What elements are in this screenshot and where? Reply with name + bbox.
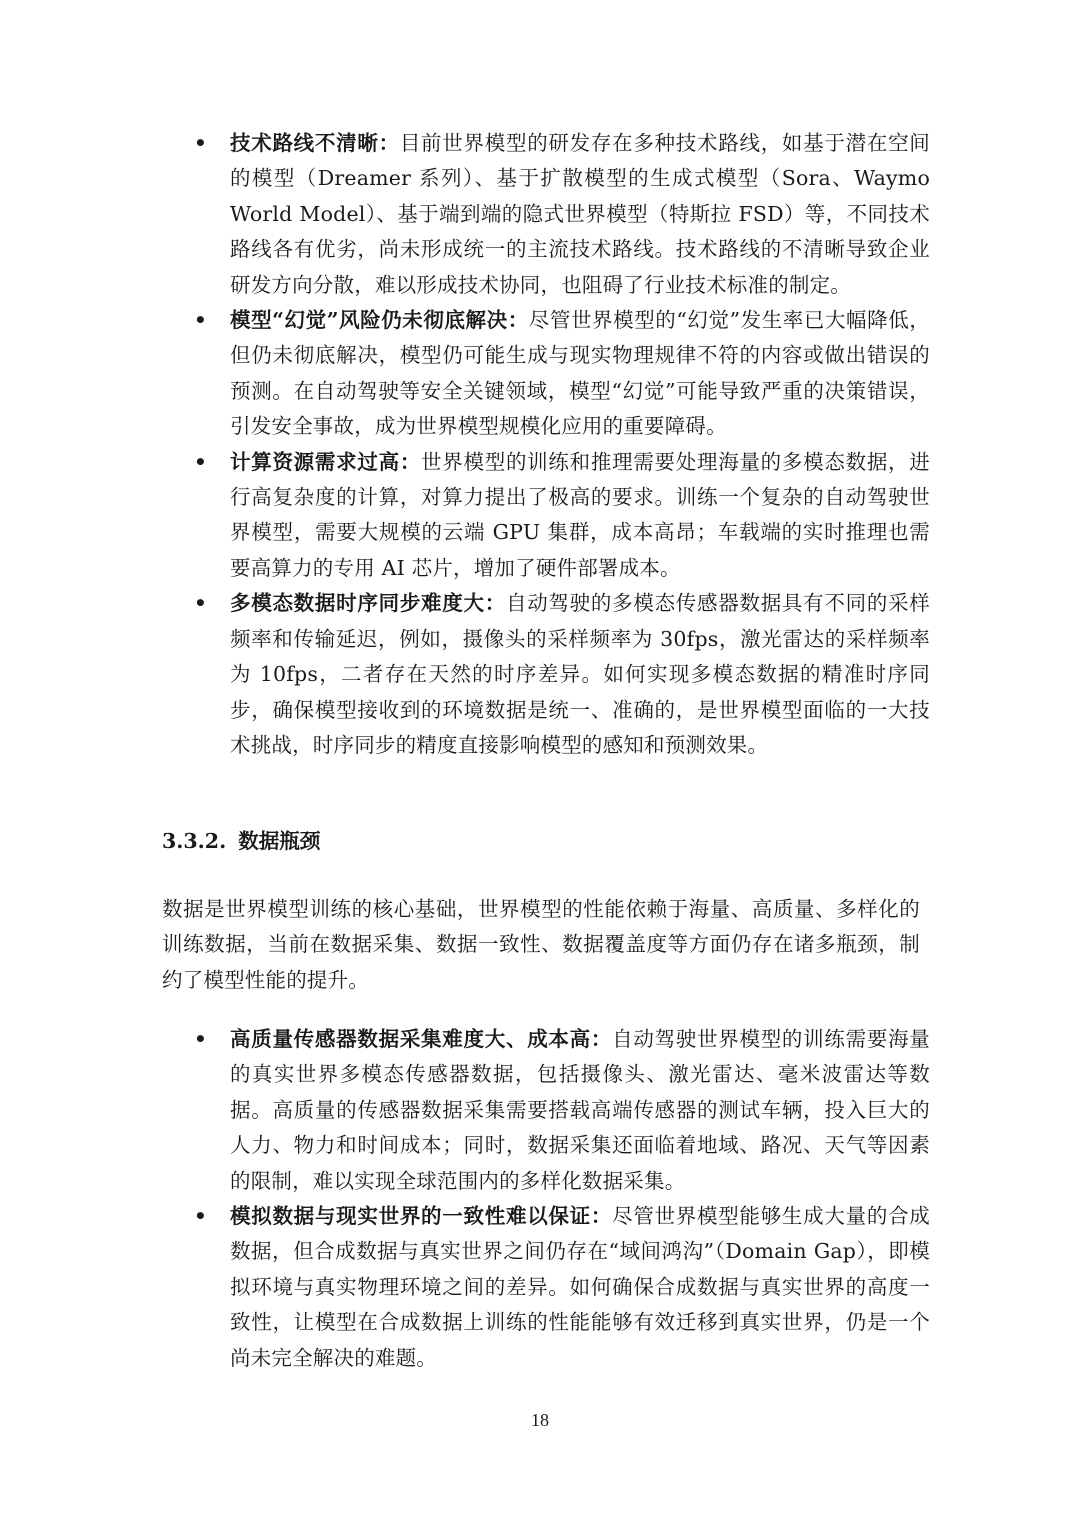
bullet-icon: • (194, 1027, 207, 1051)
bullet-text: 尽管世界模型能够生成大量的合成数据，但合成数据与真实世界之间仍存在“域间鸿沟”（Domain Gap），即模拟环境与真实物理环境之间的差异。如何确保合成数据与真实世界的高度一致性，让模型在合成数据上训练的性能能够有效迁移到真实世界，仍是一个尚未完全解决的难题。 (230, 1204, 930, 1370)
bullet-term: 多模态数据时序同步难度大： (230, 591, 506, 616)
bullet-term: 计算资源需求过高： (230, 449, 422, 474)
bullet-item-hallucination (190, 303, 930, 445)
intro-paragraph: 数据是世界模型训练的核心基础，世界模型的性能依赖于海量、高质量、多样化的训练数据，当前在数据采集、数据一致性、数据覆盖度等方面仍存在诸多瓶颈，制约了模型性能的提升。 (162, 897, 920, 992)
bullet-item-compute (190, 445, 930, 587)
bullet-term: 模型“幻觉”风险仍未彻底解决： (230, 308, 529, 333)
bullet-icon: • (194, 308, 207, 333)
section-heading (162, 824, 922, 859)
bullet-text: 世界模型的训练和推理需要处理海量的多模态数据，进行高复杂度的计算，对算力提出了极高的要求。训练一个复杂的自动驾驶世界模型，需要大规模的云端 GPU 集群，成本高昂；车载端的实时推理也需要高算力的专用 AI 芯片，增加了硬件部署成本。 (230, 449, 930, 580)
bullet-text: 自动驾驶的多模态传感器数据具有不同的采样频率和传输延迟，例如，摄像头的采样频率为 30fps，激光雷达的采样频率为 10fps，二者存在天然的时序差异。如何实现多模态数据的精准时序同步，确保模型接收到的环境数据是统一、准确的，是世界模型面临的一大技术挑战，时序同步的精度直接影响模型的感知和预测效果。 (230, 591, 930, 757)
bullet-icon: • (194, 591, 207, 616)
section-title: 数据瓶颈 (238, 829, 321, 853)
bullet-item-tech-route (190, 126, 930, 303)
bullet-text: 目前世界模型的研发存在多种技术路线，如基于潜在空间的模型（Dreamer 系列）、基于扩散模型的生成式模型（Sora、Waymo World Model）、基于端到端的隐式世界模型（特斯拉 FSD）等，不同技术路线各有优劣，尚未形成统一的主流技术路线。技术路线的不清晰导致企业研发方向分散，难以形成技术协同，也阻碍了行业技术标准的制定。 (230, 131, 930, 297)
bullet-item-sim-consistency (190, 1199, 930, 1376)
bullet-term: 模拟数据与现实世界的一致性难以保证： (230, 1204, 613, 1229)
bullet-icon: • (194, 1204, 207, 1229)
bullet-icon: • (194, 131, 207, 155)
bullet-icon: • (194, 449, 207, 474)
challenges-bullet-list (190, 126, 930, 763)
bullet-term: 技术路线不清晰： (230, 131, 400, 155)
bullet-item-sensor-data (190, 1022, 930, 1199)
bullet-term: 高质量传感器数据采集难度大、成本高： (230, 1027, 613, 1051)
bullet-text: 自动驾驶世界模型的训练需要海量的真实世界多模态传感器数据，包括摄像头、激光雷达、毫米波雷达等数据。高质量的传感器数据采集需要搭载高端传感器的测试车辆，投入巨大的人力、物力和时间成本；同时，数据采集还面临着地域、路况、天气等因素的限制，难以实现全球范围内的多样化数据采集。 (230, 1027, 930, 1193)
bullet-item-sync (190, 586, 930, 763)
data-bottleneck-bullet-list (190, 1022, 930, 1376)
section-number: 3.3.2. (162, 829, 227, 853)
page-number: 18 (531, 1410, 549, 1430)
bullet-text: 尽管世界模型的“幻觉”发生率已大幅降低，但仍未彻底解决，模型仍可能生成与现实物理规律不符的内容或做出错误的预测。在自动驾驶等安全关键领域，模型“幻觉”可能导致严重的决策错误，引发安全事故，成为世界模型规模化应用的重要障碍。 (230, 308, 930, 439)
